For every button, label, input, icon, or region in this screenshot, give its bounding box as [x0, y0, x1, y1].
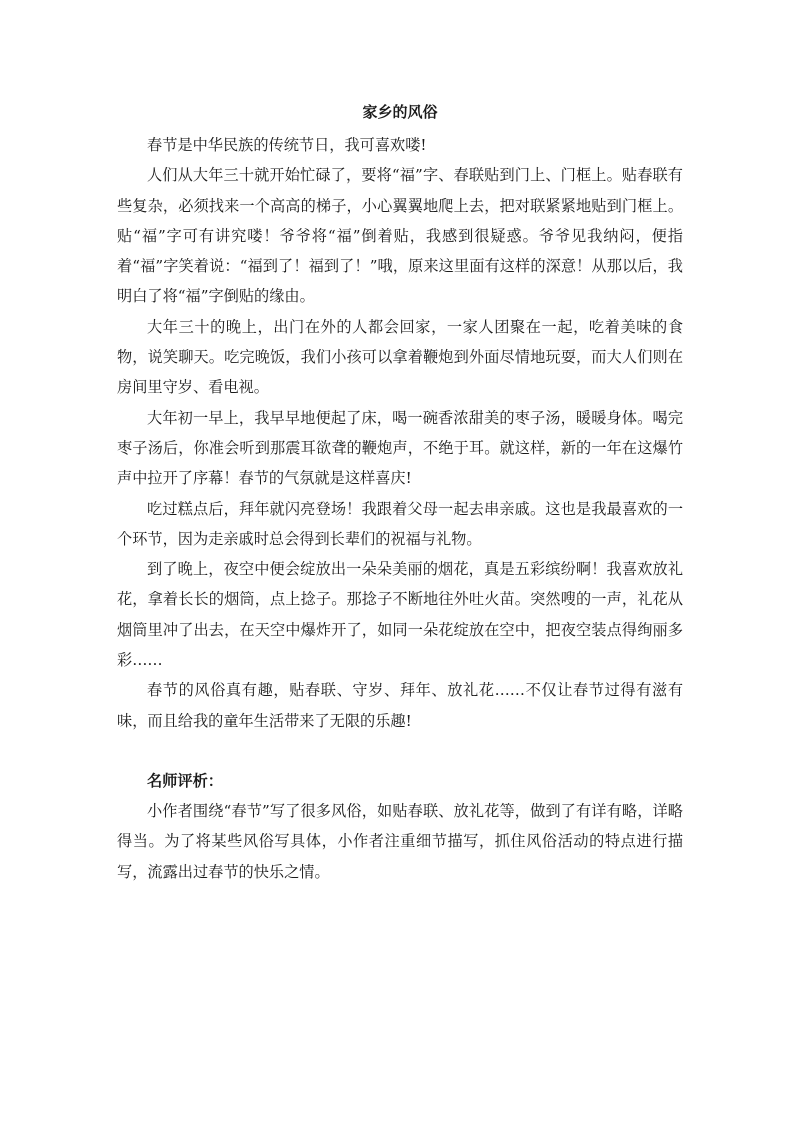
review-heading: 名师评析： — [147, 771, 223, 790]
essay-paragraph: 吃过糕点后，拜年就闪亮登场！我跟着父母一起去串亲戚。这也是我最喜欢的一个环节，因为走亲戚时总会得到长辈们的祝福与礼物。 — [117, 499, 683, 548]
essay-paragraph: 大年三十的晚上，出门在外的人都会回家，一家人团聚在一起，吃着美味的食物，说笑聊天。吃完晚饭，我们小孩可以拿着鞭炮到外面尽情地玩耍，而大人们则在房间里守岁、看电视。 — [117, 317, 683, 397]
essay-paragraph: 春节是中华民族的传统节日，我可喜欢喽! — [147, 136, 427, 154]
essay-paragraph: 春节的风俗真有趣，贴春联、守岁、拜年、放礼花……不仅让春节过得有滋有味，而且给我的童年生活带来了无限的乐趣! — [117, 681, 683, 730]
section-spacer — [117, 736, 683, 766]
essay-paragraph: 到了晚上，夜空中便会绽放出一朵朵美丽的烟花，真是五彩缤纷啊！我喜欢放礼花，拿着长长的烟筒，点上捻子。那捻子不断地往外吐火苗。突然嗖的一声，礼花从烟筒里冲了出去，在天空中爆炸开了，如同一朵花绽放在空中，把夜空装点得绚丽多彩…… — [117, 560, 683, 670]
essay-title: 家乡的风俗 — [362, 103, 438, 121]
review-body: 小作者围绕“春节”写了很多风俗，如贴春联、放礼花等，做到了有详有略，详略得当。为了将某些风俗写具体，小作者注重细节描写，抓住风俗活动的特点进行描写，流露出过春节的快乐之情。 — [117, 801, 683, 881]
essay-paragraph: 大年初一早上，我早早地便起了床，喝一碗香浓甜美的枣子汤，暖暖身体。喝完枣子汤后，你准会听到那震耳欲聋的鞭炮声，不绝于耳。就这样，新的一年在这爆竹声中拉开了序幕！春节的气氛就是这样喜庆! — [117, 408, 683, 488]
essay-paragraph: 人们从大年三十就开始忙碌了，要将“福”字、春联贴到门上、门框上。贴春联有些复杂，必须找来一个高高的梯子，小心翼翼地爬上去，把对联紧紧地贴到门框上。贴“福”字可有讲究喽！爷爷将“福”倒着贴，我感到很疑惑。爷爷见我纳闷，便指着“福”字笑着说：“福到了！福到了！”哦，原来这里面有这样的深意！从那以后，我明白了将“福”字倒贴的缘由。 — [117, 166, 683, 306]
document-content — [117, 98, 683, 887]
